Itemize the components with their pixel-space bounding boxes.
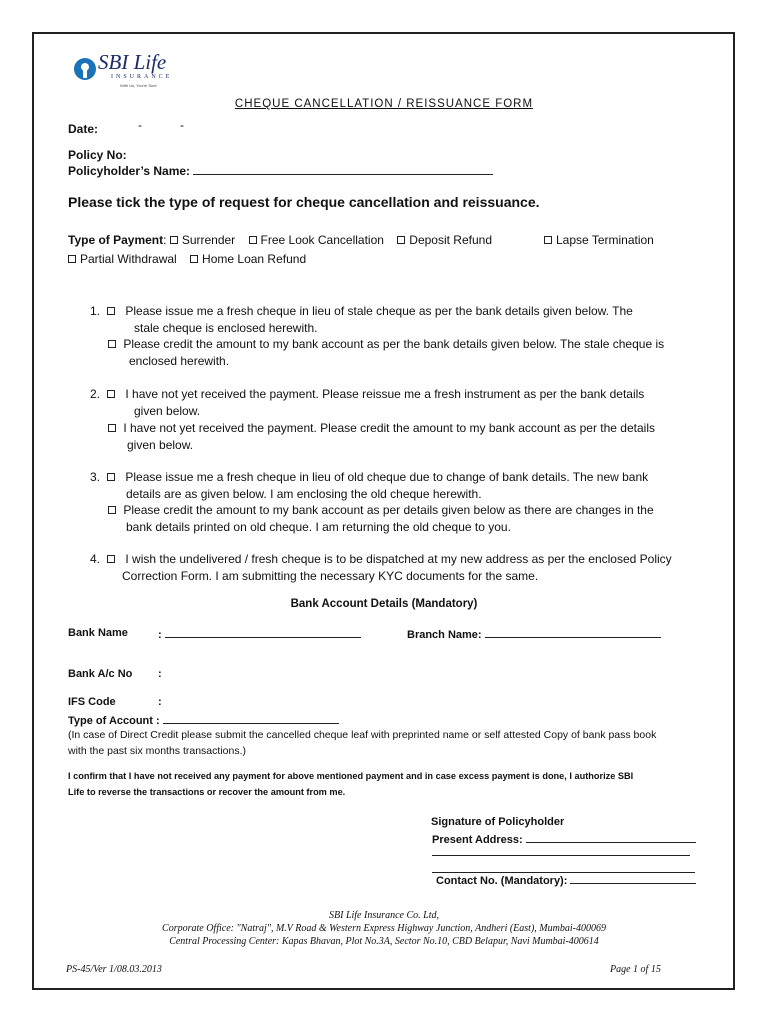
- request-alt-text: I have not yet received the payment. Please credit the amount to my bank account as per the details: [123, 421, 655, 435]
- account-type-field[interactable]: [68, 713, 339, 727]
- request-alt-checkbox[interactable]: [108, 340, 116, 348]
- logo-insurance: INSURANCE: [111, 74, 173, 80]
- request-text: I wish the undelivered / fresh cheque is to be dispatched at my new address as per the enclosed Policy: [125, 552, 672, 566]
- footer-company: SBI Life Insurance Co. Ltd,: [329, 910, 439, 921]
- request-alt-2: [108, 420, 655, 453]
- logo-tagline: With Us, You're Sure: [120, 83, 157, 88]
- bank-name-line: [165, 627, 361, 638]
- request-number: 1.: [90, 304, 101, 318]
- bank-acno-colon: :: [158, 668, 162, 680]
- policyholder-name-field[interactable]: [68, 164, 493, 178]
- account-type-label: Type of Account :: [68, 715, 160, 727]
- request-text-cont: given below.: [134, 403, 201, 418]
- date-sep-2: -: [180, 118, 184, 132]
- contact-field[interactable]: [436, 873, 696, 887]
- option-home-loan-refund: Home Loan Refund: [202, 252, 307, 266]
- request-checkbox[interactable]: [107, 307, 115, 315]
- direct-credit-note-1: (In case of Direct Credit please submit the cancelled cheque leaf with preprinted name or self attested Copy of bank pass book: [68, 729, 657, 741]
- bank-acno-label: Bank A/c No: [68, 668, 133, 680]
- logo-name: SBI Life: [98, 50, 167, 74]
- request-number: 3.: [90, 470, 101, 484]
- footer-corporate: Corporate Office: "Natraj", M.V Road & Western Express Highway Junction, Andheri (East), Mumbai-400069: [162, 923, 606, 934]
- request-item-2: [90, 386, 644, 419]
- request-number: 4.: [90, 552, 101, 566]
- footer-central: Central Processing Center: Kapas Bhavan, Plot No.3A, Sector No.10, CBD Belapur, Navi Mumbai-400614: [169, 936, 599, 947]
- signature-label: Signature of Policyholder: [431, 816, 565, 828]
- date-sep-1: -: [138, 118, 142, 132]
- confirmation-2: Life to reverse the transactions or recover the amount from me.: [68, 787, 346, 797]
- request-text: Please issue me a fresh cheque in lieu of stale cheque as per the bank details given below. The: [125, 304, 633, 318]
- ifs-code-colon: :: [158, 696, 162, 708]
- contact-label: Contact No. (Mandatory):: [436, 875, 568, 887]
- request-alt-checkbox[interactable]: [108, 506, 116, 514]
- checkbox-deposit-refund[interactable]: [397, 236, 405, 244]
- request-text: I have not yet received the payment. Please reissue me a fresh instrument as per the bank details: [125, 387, 645, 401]
- request-alt-checkbox[interactable]: [108, 424, 116, 432]
- request-checkbox[interactable]: [107, 473, 115, 481]
- request-checkbox[interactable]: [107, 555, 115, 563]
- request-checkbox[interactable]: [107, 390, 115, 398]
- request-text: Please issue me a fresh cheque in lieu of old cheque due to change of bank details. The new bank: [125, 470, 649, 484]
- checkbox-surrender[interactable]: [170, 236, 178, 244]
- request-text-cont: Correction Form. I am submitting the necessary KYC documents for the same.: [122, 568, 539, 583]
- version-text: PS-45/Ver 1/08.03.2013: [66, 964, 162, 975]
- address-line-3[interactable]: [432, 864, 695, 873]
- request-alt-1: [108, 336, 664, 369]
- present-address-label: Present Address:: [432, 834, 523, 846]
- request-heading: Please tick the type of request for cheque cancellation and reissuance.: [68, 194, 540, 210]
- request-alt-text: Please credit the amount to my bank account as per the bank details given below. The stale cheque is: [123, 337, 665, 351]
- option-surrender: Surrender: [181, 233, 236, 247]
- policyholder-name-label: Policyholder’s Name:: [68, 164, 191, 178]
- request-item-1: [90, 303, 633, 336]
- policy-no-label: Policy No:: [68, 148, 127, 162]
- option-lapse-termination: Lapse Termination: [556, 233, 654, 247]
- option-free-look: Free Look Cancellation: [260, 233, 384, 247]
- form-title: CHEQUE CANCELLATION / REISSUANCE FORM: [234, 98, 534, 110]
- branch-name-field[interactable]: [407, 627, 661, 641]
- payment-type-row-1: Type of Payment: Surrender Free Look Cancellation Deposit Refund: [68, 233, 492, 247]
- address-line-2[interactable]: [432, 847, 690, 856]
- request-alt-3: [108, 502, 654, 535]
- policyholder-name-line: [193, 164, 493, 175]
- option-deposit-refund: Deposit Refund: [409, 233, 492, 247]
- colon: :: [158, 629, 162, 641]
- date-label: Date:: [68, 122, 99, 136]
- payment-type-lapse: [544, 233, 654, 247]
- checkbox-home-loan-refund[interactable]: [190, 255, 198, 263]
- payment-type-label: Type of Payment: [68, 233, 164, 247]
- sbi-life-logo: [74, 50, 184, 92]
- checkbox-free-look[interactable]: [249, 236, 257, 244]
- present-address-line: [526, 832, 696, 843]
- request-alt-text-cont: bank details printed on old cheque. I am returning the old cheque to you.: [126, 519, 511, 534]
- request-text-cont: stale cheque is enclosed herewith.: [134, 320, 318, 335]
- bank-name-label: Bank Name: [68, 627, 128, 639]
- payment-type-row-2: [68, 252, 306, 266]
- account-type-line: [163, 713, 339, 724]
- option-partial-withdrawal: Partial Withdrawal: [80, 252, 177, 266]
- bank-details-heading: Bank Account Details (Mandatory): [290, 598, 478, 610]
- request-alt-text-cont: given below.: [127, 437, 194, 452]
- direct-credit-note-2: with the past six months transactions.): [68, 745, 246, 757]
- checkbox-lapse-termination[interactable]: [544, 236, 552, 244]
- ifs-code-label: IFS Code: [68, 696, 116, 708]
- request-alt-text-cont: enclosed herewith.: [129, 353, 230, 368]
- branch-name-label: Branch Name:: [407, 629, 482, 641]
- request-item-4: [90, 551, 672, 584]
- request-text-cont: details are as given below. I am enclosing the old cheque herewith.: [126, 486, 482, 501]
- request-item-3: [90, 469, 648, 502]
- keyhole-icon: [74, 58, 96, 80]
- confirmation-1: I confirm that I have not received any payment for above mentioned payment and in case excess payment is done, I authorize SBI: [68, 771, 634, 781]
- branch-name-line: [485, 627, 661, 638]
- checkbox-partial-withdrawal[interactable]: [68, 255, 76, 263]
- request-alt-text: Please credit the amount to my bank account as per details given below as there are changes in the: [123, 503, 654, 517]
- page-number: Page 1 of 15: [610, 964, 661, 975]
- request-number: 2.: [90, 387, 101, 401]
- contact-line: [570, 873, 696, 884]
- bank-name-field[interactable]: [158, 627, 361, 641]
- present-address-field[interactable]: [432, 832, 696, 846]
